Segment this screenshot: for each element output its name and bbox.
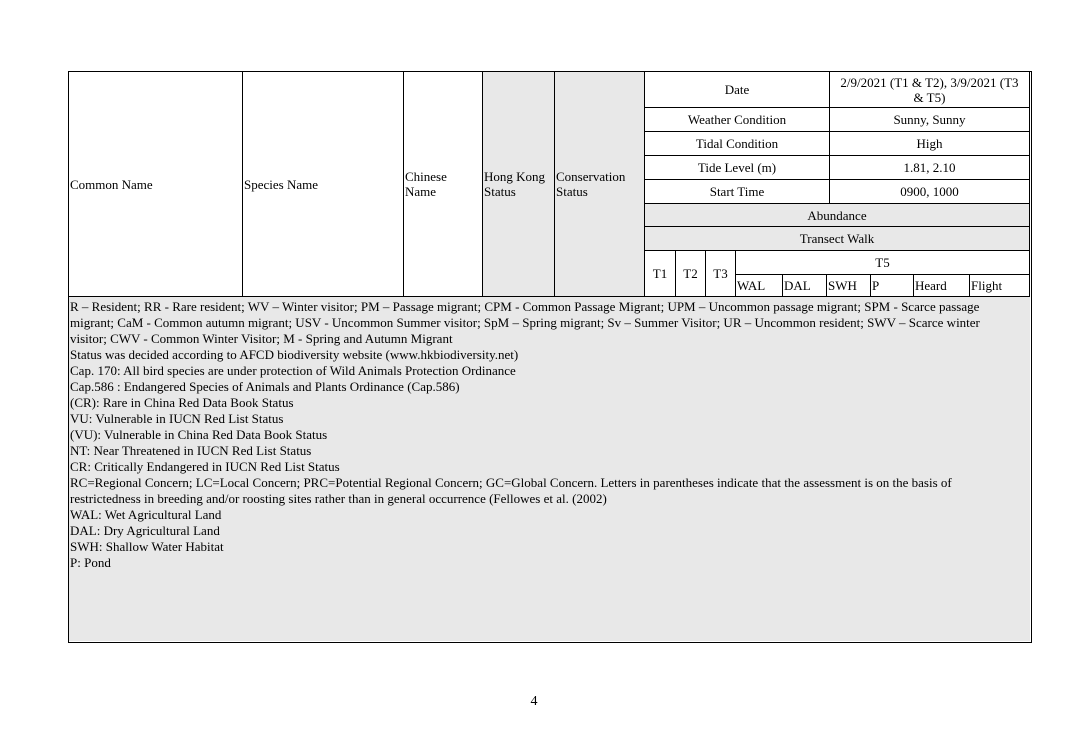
transect-walk-header: Transect Walk [645,227,1030,251]
note-status-codes: R – Resident; RR - Rare resident; WV – Winter visitor; PM – Passage migrant; CPM - Common Passage Migrant; UPM – Uncommon passage migrant; SPM - Scarce passage migrant; CaM - Common autumn migrant; USV - Uncommon Summer visitor; SpM – Spring migrant; Sv – Summer Visitor; UR – Uncommon resident; SWV – Scarce winter visitor; CWV - Common Winter Visitor; M - Spring and Autumn Migrant [70,299,980,346]
start-time-label: Start Time [645,180,830,204]
date-value: 2/9/2021 (T1 & T2), 3/9/2021 (T3 & T5) [830,72,1030,108]
header-common-name: Common Name [69,72,243,297]
note-afcd-source: Status was decided according to AFCD biodiversity website (www.hkbiodiversity.net) [70,347,519,362]
t5-sub-swh: SWH [827,275,871,297]
note-vu-china: (VU): Vulnerable in China Red Data Book Status [70,427,328,442]
note-p: P: Pond [70,555,111,570]
note-cr-iucn: CR: Critically Endangered in IUCN Red List Status [70,459,340,474]
bird-survey-table [68,71,1032,643]
note-swh: SWH: Shallow Water Habitat [70,539,224,554]
note-cr-china: (CR): Rare in China Red Data Book Status [70,395,294,410]
header-conservation-status: Conservation Status [555,72,645,297]
header-species-name: Species Name [243,72,404,297]
legend-notes [69,297,1030,641]
date-label: Date [645,72,830,108]
header-hk-status: Hong Kong Status [483,72,555,297]
note-concern-codes: RC=Regional Concern; LC=Local Concern; PRC=Potential Regional Concern; GC=Global Concern. Letters in parentheses indicate that the assessment is on the basis of restrictedness in breeding and/or roosting sites rather than in general occurrence (Fellowes et al. (2002) [70,475,952,506]
tidal-label: Tidal Condition [645,132,830,156]
transect-t5: T5 [736,251,1030,275]
transect-t3: T3 [706,251,736,297]
tide-level-label: Tide Level (m) [645,156,830,180]
t5-sub-p: P [871,275,914,297]
note-cap170: Cap. 170: All bird species are under protection of Wild Animals Protection Ordinance [70,363,516,378]
note-dal: DAL: Dry Agricultural Land [70,523,220,538]
t5-sub-wal: WAL [736,275,783,297]
weather-label: Weather Condition [645,108,830,132]
note-vu-iucn: VU: Vulnerable in IUCN Red List Status [70,411,284,426]
t5-sub-flight: Flight [970,275,1030,297]
transect-t2: T2 [676,251,706,297]
start-time-value: 0900, 1000 [830,180,1030,204]
note-cap586: Cap.586 : Endangered Species of Animals and Plants Ordinance (Cap.586) [70,379,460,394]
transect-t1: T1 [645,251,676,297]
tidal-value: High [830,132,1030,156]
abundance-header: Abundance [645,204,1030,227]
weather-value: Sunny, Sunny [830,108,1030,132]
page-number: 4 [530,694,538,709]
header-chinese-name: Chinese Name [404,72,483,297]
t5-sub-dal: DAL [783,275,827,297]
tide-level-value: 1.81, 2.10 [830,156,1030,180]
note-nt-iucn: NT: Near Threatened in IUCN Red List Status [70,443,312,458]
t5-sub-heard: Heard [914,275,970,297]
note-wal: WAL: Wet Agricultural Land [70,507,222,522]
